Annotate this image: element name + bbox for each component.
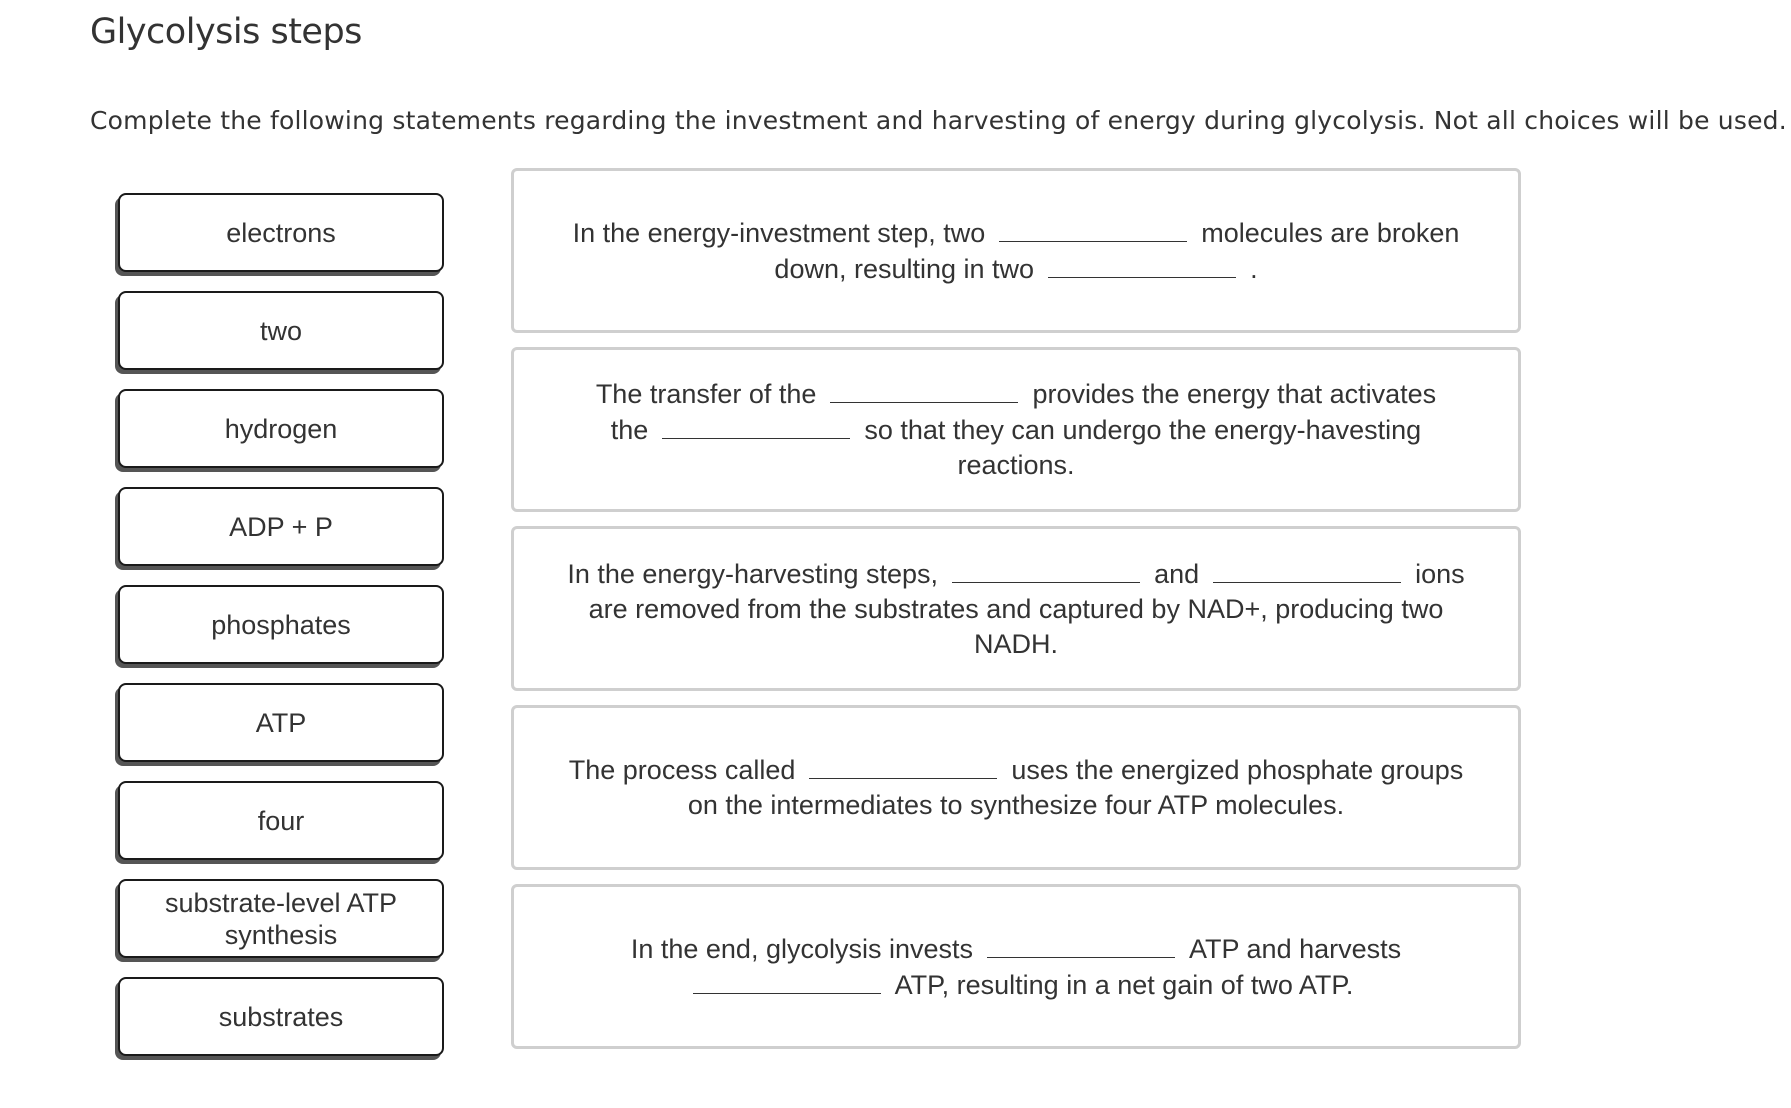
instructions-text: Complete the following statements regarding the investment and harvesting of energy during glycolysis. Not all choices will be used. — [90, 106, 1787, 135]
choice-tile-substrate-level-atp-synthesis[interactable] — [118, 879, 444, 958]
choice-label: ADP + P — [229, 511, 333, 542]
statement-4 — [511, 705, 1521, 870]
statement-1 — [511, 168, 1521, 333]
choice-label: phosphates — [211, 609, 351, 640]
choice-label: electrons — [226, 217, 336, 248]
statement-text-part: molecules are broken down, resulting in two — [774, 217, 1460, 284]
drop-blank[interactable] — [1048, 251, 1236, 278]
statement-text — [556, 215, 1476, 287]
statement-text-part: so that they can undergo the energy-havesting reactions. — [864, 415, 1422, 480]
choice-label: two — [259, 315, 303, 346]
statement-text — [556, 931, 1476, 1003]
statement-text — [556, 752, 1476, 823]
choice-tile-atp[interactable] — [118, 683, 444, 762]
statement-text-part: In the end, glycolysis invests — [630, 933, 974, 964]
statement-text-part: . — [1250, 253, 1258, 284]
choice-label: ATP — [255, 707, 307, 738]
drop-blank[interactable] — [952, 556, 1140, 583]
drop-blank[interactable] — [830, 376, 1018, 403]
statement-text — [576, 376, 1456, 483]
statement-5 — [511, 884, 1521, 1049]
statement-text-part: provides the energy that activates the — [610, 379, 1437, 445]
drop-blank[interactable] — [999, 215, 1187, 242]
choice-tile-phosphates[interactable] — [118, 585, 444, 664]
statement-text-part: In the energy-investment step, two — [572, 217, 986, 248]
statement-text-part: uses the energized phosphate groups on the intermediates to synthesize four ATP molecules. — [687, 755, 1464, 820]
statement-text-part: ions are removed from the substrates and captured by NAD+, producing two NADH. — [588, 558, 1465, 659]
statement-text-part: and — [1154, 558, 1200, 589]
choice-tile-hydrogen[interactable] — [118, 389, 444, 468]
statement-text — [556, 556, 1476, 662]
choice-tile-two[interactable] — [118, 291, 444, 370]
drop-blank[interactable] — [809, 752, 997, 779]
choice-tile-four[interactable] — [118, 781, 444, 860]
choice-label: four — [257, 805, 305, 836]
page-title: Glycolysis steps — [90, 12, 362, 52]
choice-label: hydrogen — [224, 413, 338, 444]
choice-bank — [118, 193, 446, 1075]
drop-blank[interactable] — [662, 412, 850, 439]
statement-list — [511, 168, 1521, 1063]
statement-text-part: ATP and harvests — [1189, 933, 1402, 964]
statement-text-part: ATP, resulting in a net gain of two ATP. — [894, 969, 1354, 1000]
statement-text-part: The transfer of the — [595, 379, 817, 409]
statement-3 — [511, 526, 1521, 691]
drop-blank[interactable] — [1213, 556, 1401, 583]
statement-text-part: In the energy-harvesting steps, — [567, 558, 939, 589]
drop-blank[interactable] — [693, 967, 881, 994]
choice-tile-adp-p[interactable] — [118, 487, 444, 566]
choice-label: substrates — [218, 1001, 344, 1032]
choice-label: substrate-level ATP synthesis — [164, 887, 398, 950]
statement-2 — [511, 347, 1521, 512]
drop-blank[interactable] — [987, 931, 1175, 958]
statement-text-part: The process called — [568, 755, 796, 785]
choice-tile-electrons[interactable] — [118, 193, 444, 272]
choice-tile-substrates[interactable] — [118, 977, 444, 1056]
